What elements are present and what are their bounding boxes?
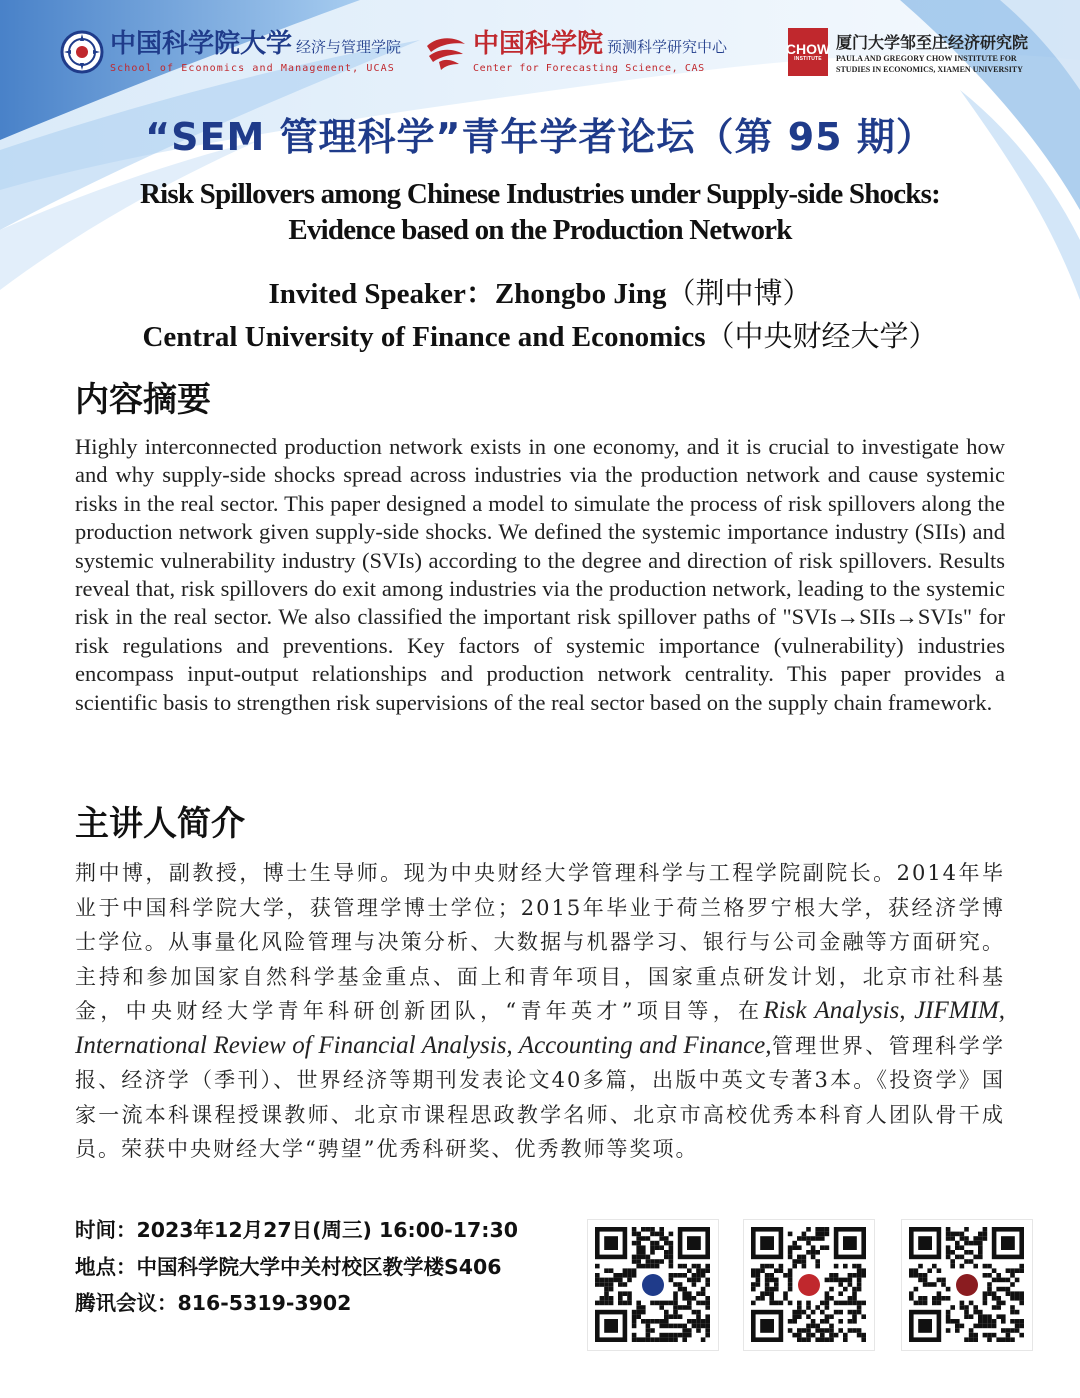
ucas-cn-school: 经济与管理学院 <box>296 38 402 56</box>
chow-en-line2: STUDIES IN ECONOMICS, XIAMEN UNIVERSITY <box>836 64 1023 74</box>
cas-cn-name: 中国科学院 <box>473 29 604 59</box>
chow-badge-text: CHOW <box>785 41 831 57</box>
qr-code-icon <box>744 1220 874 1350</box>
chow-en-line1: PAULA AND GREGORY CHOW INSTITUTE FOR <box>836 53 1017 63</box>
ucas-logo <box>60 22 401 82</box>
chow-badge-sub: INSTITUTE <box>794 56 822 62</box>
qr-code-icon <box>588 1220 718 1350</box>
speaker-label: Invited Speaker： <box>268 278 495 310</box>
cas-emblem-icon <box>425 32 467 72</box>
event-meeting: 腾讯会议：816-5319-3902 <box>75 1291 352 1315</box>
bio-journals: Risk Analysis, JIFMIM, International Review of Financial Analysis, Accounting and Finance, <box>75 997 1005 1059</box>
chow-logo <box>785 22 1029 82</box>
talk-title-line2: Evidence based on the Production Network <box>288 214 792 246</box>
affiliation-en: Central University of Finance and Economics <box>142 321 706 353</box>
bio-part1: 荆中博，副教授，博士生导师。现为中央财经大学管理科学与工程学院副院长。2014年毕业于中国科学院大学，获管理学博士学位；2015年毕业于荷兰格罗宁根大学，获经济学博士学位。从事量化风险管理与决策分析、大数据与机器学习、银行与公司金融等方面研究。主持和参加国家自然科学基金重点、面上和青年项目，国家重点研发计划，北京市社科基金，中央财经大学青年科研创新团队，“青年英才”项目等，在 <box>75 861 1005 1023</box>
cas-cn-center: 预测科学研究中心 <box>607 38 728 56</box>
forum-title: “SEM 管理科学”青年学者论坛（第 95 期） <box>145 115 935 159</box>
cas-en-center: Center for Forecasting Science, CAS <box>473 63 705 74</box>
bio-text <box>75 856 1005 1167</box>
qr-code-chow[interactable] <box>902 1220 1032 1350</box>
event-info <box>75 1212 518 1322</box>
event-time: 时间：2023年12月27日(周三) 16:00-17:30 <box>75 1218 519 1242</box>
ucas-en-school: School of Economics and Management, UCAS <box>110 63 395 74</box>
ucas-emblem-icon <box>60 30 104 74</box>
qr-code-icon <box>902 1220 1032 1350</box>
event-venue: 地点：中国科学院大学中关村校区教学楼S406 <box>75 1254 502 1279</box>
header-logos <box>60 22 1030 82</box>
abstract-text: Highly interconnected production network exists in one economy, and it is crucial to investigate how and why supply-side shocks spread across industries via the production network and cause systemic risks in the real sector. This paper designed a model to simulate the process of risk spillovers along the production network given supply-side shocks. We defined the systemic importance industry (SIIs) and systemic vulnerability industry (SVIs) according to the degree and direction of risk spillovers. Results reveal that, risk spillovers do exit among industries via the production network, leading to the systemic risk in the real sector. We also classified the important risk spillover paths of "SVIs→SIIs→SVIs" for risk regulations and preventions. Key factors of systemic importance (vulnerability) industries encompass input-output relationships and production network centrality. This paper provides a scientific basis to strengthen risk supervisions of the real sector based on the supply chain framework. <box>75 434 1005 715</box>
speaker-block <box>40 272 1040 358</box>
qr-code-cas[interactable] <box>744 1220 874 1350</box>
affiliation-line <box>40 315 1040 358</box>
bio-heading: 主讲人简介 <box>75 804 245 844</box>
cas-logo <box>425 22 727 82</box>
chow-cn-name: 厦门大学邹至庄经济研究院 <box>836 32 1029 52</box>
affiliation-cn: （中央财经大学） <box>705 319 938 353</box>
talk-title-line1: Risk Spillovers among Chinese Industries under Supply-side Shocks: <box>140 178 940 210</box>
speaker-name-en: Zhongbo Jing <box>494 278 667 310</box>
abstract-heading: 内容摘要 <box>75 380 211 420</box>
qr-code-ucas[interactable] <box>588 1220 718 1350</box>
bio-part2: 管理世界、管理科学学报、经济学（季刊）、世界经济等期刊发表论文40多篇，出版中英文专著3本。《投资学》国家一流本科课程授课教师、北京市课程思政教学名师、北京市高校优秀本科育人团队骨干成员。荣获中央财经大学“骋望”优秀科研奖、优秀教师等奖项。 <box>75 1033 1006 1161</box>
talk-title <box>60 176 1020 248</box>
chow-badge <box>785 28 831 76</box>
ucas-cn-name: 中国科学院大学 <box>110 29 293 59</box>
speaker-name-cn: （荆中博） <box>666 276 812 310</box>
speaker-line <box>40 272 1040 315</box>
